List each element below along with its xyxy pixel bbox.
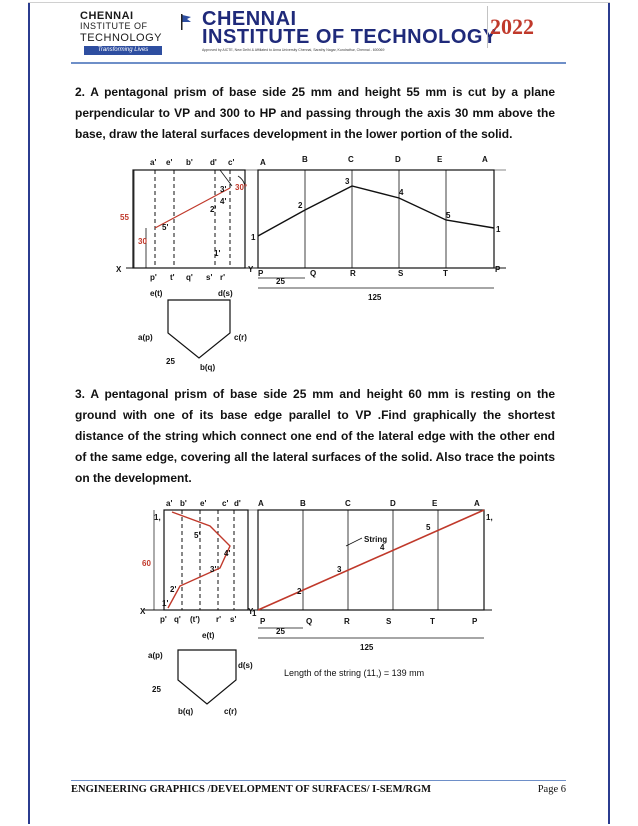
dev2-end-top: 1, xyxy=(486,513,493,522)
dev2-P2: P xyxy=(472,617,478,626)
plan-pentagon xyxy=(168,300,230,358)
plan2-b: b(q) xyxy=(178,707,194,716)
page-border-left xyxy=(28,2,30,824)
dev2-top-D: D xyxy=(390,499,396,508)
institute-affiliation: Approved by AICTE, New Delhi & Affiliated to Anna University Chennai, Sarathy Nagar, Kundrathur, Chennai - 600069 xyxy=(202,48,385,52)
base2-s: s' xyxy=(230,615,237,624)
dev2-pt-2: 2 xyxy=(297,587,302,596)
dev-T: T xyxy=(443,269,448,278)
string-length-result: Length of the string (11,) = 139 mm xyxy=(284,668,425,678)
pt-1-end: 1 xyxy=(496,225,501,234)
dev-R: R xyxy=(350,269,356,278)
height-60: 60 xyxy=(142,559,151,568)
cut-curve xyxy=(258,186,494,236)
base-t: t' xyxy=(170,273,175,282)
cutting-plane-line xyxy=(155,188,230,228)
figure-question-2 xyxy=(110,148,510,380)
plan2-d: d(s) xyxy=(238,661,253,670)
cut-pt-1: 1' xyxy=(214,249,221,258)
dev-top-B: B xyxy=(302,155,308,164)
plan-c: c(r) xyxy=(234,333,247,342)
base-q: q' xyxy=(186,273,193,282)
pt-1: 1 xyxy=(251,233,256,242)
dev2-S: S xyxy=(386,617,392,626)
fv-label-a: a' xyxy=(150,158,157,167)
dev2-R: R xyxy=(344,617,350,626)
fv2-pt-5: 5' xyxy=(194,531,201,540)
dev2-top-B: B xyxy=(300,499,306,508)
base-p: p' xyxy=(150,273,157,282)
header-rule xyxy=(71,62,566,64)
height-55: 55 xyxy=(120,213,129,222)
front-view-outline xyxy=(133,170,248,268)
cut-pt-3: 3' xyxy=(220,185,227,194)
plan2-side-25: 25 xyxy=(152,685,161,694)
development-outline xyxy=(258,170,494,268)
base2-t: (t') xyxy=(190,615,200,624)
plan-side-25: 25 xyxy=(166,357,175,366)
dev-P2: P xyxy=(495,265,501,274)
angle-label: 30° xyxy=(235,183,248,192)
base-s: s' xyxy=(206,273,213,282)
x-label-2: X xyxy=(140,607,146,616)
logo-tagline: Transforming Lives xyxy=(84,46,162,55)
institute-name-line-1: CHENNAI xyxy=(202,8,297,30)
pt-5: 5 xyxy=(446,211,451,220)
plan-d: d(s) xyxy=(218,289,233,298)
question-2-text: 2. A pentagonal prism of base side 25 mm and height 55 mm is cut by a plane perpendicular to VP and 300 to HP and passing through the axis 30 mm above the base, draw the lateral surfaces development in the lower portion of the solid. xyxy=(75,85,555,141)
dev2-Q: Q xyxy=(306,617,313,626)
dev2-pt-3: 3 xyxy=(337,565,342,574)
page-footer xyxy=(71,784,566,795)
dev2-side-25: 25 xyxy=(276,627,285,636)
year-label: 2022 xyxy=(490,14,534,39)
figure-question-3 xyxy=(140,498,500,720)
dev2-top-C: C xyxy=(345,499,351,508)
fv2-pt-1-bottom: 1' xyxy=(162,599,169,608)
dev-P1: P xyxy=(258,269,264,278)
logo-line-1: CHENNAI xyxy=(80,10,134,22)
flag-icon xyxy=(180,14,192,30)
dev-S: S xyxy=(398,269,404,278)
fv2-pt-4: 4' xyxy=(224,549,231,558)
dev-top-D: D xyxy=(395,155,401,164)
pt-2: 2 xyxy=(298,201,303,210)
plan2-a: a(p) xyxy=(148,651,163,660)
question-3-text: 3. A pentagonal prism of base side 25 mm and height 60 mm is resting on the ground with one of its base edge parallel to VP .Find graphically the shortest distance of the string which connect one end of the lateral edge with the other end of the same edge, covering all the lateral surfaces of the solid. Also trace the points on the development. xyxy=(75,387,555,485)
dev2-end-bottom: 1 xyxy=(252,609,257,618)
base2-r: r' xyxy=(216,615,222,624)
dev2-T: T xyxy=(430,617,435,626)
fv2-label-d: d' xyxy=(234,499,241,508)
plan-a: a(p) xyxy=(138,333,153,342)
dev-top-E: E xyxy=(437,155,443,164)
string-front-view xyxy=(168,512,230,608)
plan-b: b(q) xyxy=(200,363,216,372)
fv-label-b: b' xyxy=(186,158,193,167)
fv2-pt-1-top: 1, xyxy=(154,513,161,522)
dev2-pt-5: 5 xyxy=(426,523,431,532)
page-border-right xyxy=(608,2,610,824)
string-label: String xyxy=(364,535,388,544)
page-border-top xyxy=(28,2,610,3)
dev-total-125: 125 xyxy=(368,293,382,302)
footer-rule xyxy=(71,780,566,781)
dev2-top-E: E xyxy=(432,499,438,508)
fv-label-d: d' xyxy=(210,158,217,167)
y-label-2: Y xyxy=(248,607,254,616)
dev2-top-A1: A xyxy=(258,499,264,508)
base2-p: p' xyxy=(160,615,167,624)
logo-line-3: TECHNOLOGY xyxy=(80,32,163,44)
pt-4: 4 xyxy=(399,188,404,197)
fv2-label-b: b' xyxy=(180,499,187,508)
x-label: X xyxy=(116,265,122,274)
pt-3: 3 xyxy=(345,177,350,186)
dev-side-25: 25 xyxy=(276,277,285,286)
base2-q: q' xyxy=(174,615,181,624)
dev2-P1: P xyxy=(260,617,266,626)
plan-e: e(t) xyxy=(150,289,163,298)
cut-pt-4: 4' xyxy=(220,197,227,206)
institute-name-line-2: INSTITUTE OF TECHNOLOGY xyxy=(202,26,497,48)
fv2-pt-3: 3' xyxy=(210,565,217,574)
base-r: r' xyxy=(220,273,226,282)
cut-pt-5: 5' xyxy=(162,223,169,232)
cut-pt-2: 2' xyxy=(210,205,217,214)
fv-label-e: e' xyxy=(166,158,173,167)
page-number: Page 6 xyxy=(537,784,566,795)
fv2-label-c: c' xyxy=(222,499,229,508)
dev-top-A1: A xyxy=(260,158,266,167)
dev-top-C: C xyxy=(348,155,354,164)
logo-line-2: INSTITUTE OF xyxy=(80,21,148,31)
dev2-top-A2: A xyxy=(474,499,480,508)
string-development xyxy=(258,510,484,610)
dev2-total-125: 125 xyxy=(360,643,374,652)
y-label: Y xyxy=(248,265,254,274)
college-logo xyxy=(80,8,180,56)
footer-course: ENGINEERING GRAPHICS /DEVELOPMENT OF SURFACES/ I-SEM/RGM xyxy=(71,784,432,795)
plan2-e: e(t) xyxy=(202,631,215,640)
plan-pentagon-2 xyxy=(178,650,236,704)
height-30: 30 xyxy=(138,237,147,246)
dev-Q: Q xyxy=(310,269,317,278)
fv2-pt-2: 2' xyxy=(170,585,177,594)
plan2-c: c(r) xyxy=(224,707,237,716)
dev-top-A2: A xyxy=(482,155,488,164)
fv2-label-a: a' xyxy=(166,499,173,508)
fv-label-c: c' xyxy=(228,158,235,167)
dev2-pt-4: 4 xyxy=(380,543,385,552)
fv2-label-e: e' xyxy=(200,499,207,508)
